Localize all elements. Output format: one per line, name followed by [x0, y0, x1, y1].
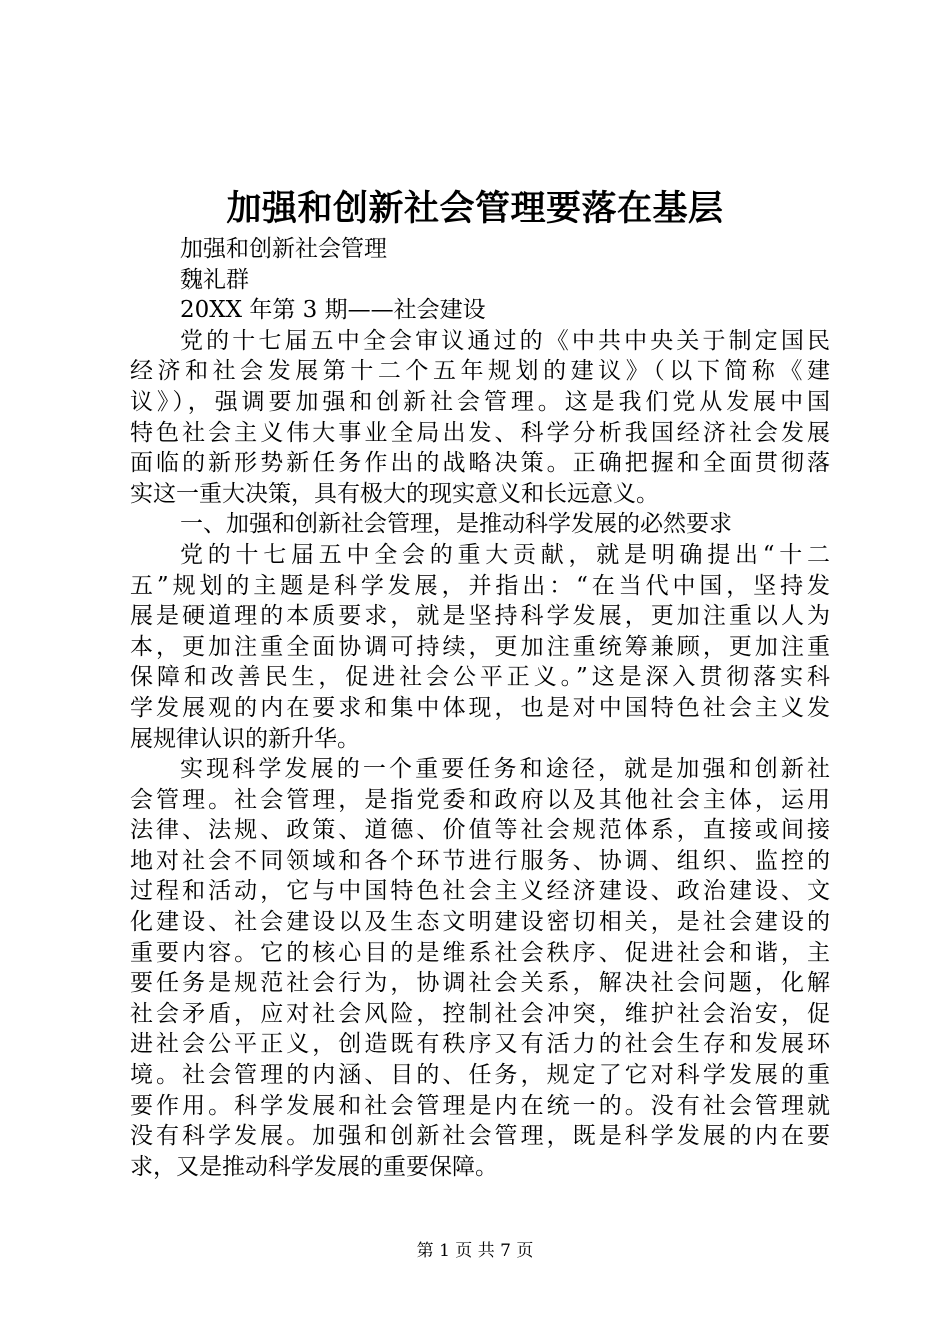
- text-line: 社会矛盾，应对社会风险，控制社会冲突，维护社会治安，促: [130, 1000, 830, 1027]
- text-line: 保障和改善民生，促进社会公平正义。”这是深入贯彻落实科: [130, 664, 830, 691]
- paragraph-social-management: [130, 754, 830, 1182]
- text-line: 过程和活动，它与中国特色社会主义经济建设、政治建设、文: [130, 878, 830, 905]
- text-line: 展是硬道理的本质要求，就是坚持科学发展，更加注重以人为: [130, 603, 830, 630]
- text-line: 本，更加注重全面协调可持续，更加注重统筹兼顾，更加注重: [130, 633, 830, 660]
- heading-line: 一、加强和创新社会管理，是推动科学发展的必然要求: [180, 511, 732, 538]
- text-line: 经济和社会发展第十二个五年规划的建议》（以下简称《建: [130, 358, 830, 385]
- text-line: 面临的新形势新任务作出的战略决策。正确把握和全面贯彻落: [130, 450, 830, 477]
- page-footer: 第 1 页 共 7 页: [416, 1241, 534, 1261]
- text-line: 重要内容。它的核心目的是维系社会秩序、促进社会和谐，主: [130, 939, 830, 966]
- text-line: 地对社会不同领域和各个环节进行服务、协调、组织、监控的: [130, 847, 830, 874]
- text-line: 法律、法规、政策、道德、价值等社会规范体系，直接或间接: [130, 817, 830, 844]
- text-line: 五”规划的主题是科学发展，并指出：“在当代中国，坚持发: [130, 572, 830, 599]
- document-body: [130, 234, 830, 1182]
- text-line: 要任务是规范社会行为，协调社会关系，解决社会问题，化解: [130, 970, 830, 997]
- text-line: 特色社会主义伟大事业全局出发、科学分析我国经济社会发展: [130, 419, 830, 446]
- text-line: 没有科学发展。加强和创新社会管理，既是科学发展的内在要: [130, 1123, 830, 1150]
- document-title: 加强和创新社会管理要落在基层: [226, 188, 724, 229]
- text-line: 党的十七届五中全会审议通过的《中共中央关于制定国民: [180, 327, 830, 354]
- paragraph-intro: [130, 326, 830, 510]
- section-heading: [130, 509, 830, 540]
- text-line: 议》），强调要加强和创新社会管理。这是我们党从发展中国: [130, 388, 830, 415]
- subtitle-line: 加强和创新社会管理: [180, 236, 387, 262]
- text-line: 实这一重大决策，具有极大的现实意义和长远意义。: [130, 480, 659, 507]
- text-line: 学发展观的内在要求和集中体现，也是对中国特色社会主义发: [130, 694, 830, 721]
- author-line: 魏礼群: [180, 266, 249, 293]
- text-line: 求，又是推动科学发展的重要保障。: [130, 1153, 498, 1180]
- text-line: 要作用。科学发展和社会管理是内在统一的。没有社会管理就: [130, 1092, 830, 1119]
- source-line: 20XX 年第 3 期——社会建设: [180, 297, 486, 324]
- text-line: 展规律认识的新升华。: [130, 725, 360, 752]
- text-line: 境。社会管理的内涵、目的、任务，规定了它对科学发展的重: [130, 1062, 830, 1089]
- text-line: 实现科学发展的一个重要任务和途径，就是加强和创新社: [180, 756, 830, 783]
- paragraph-congress: [130, 540, 830, 754]
- text-line: 化建设、社会建设以及生态文明建设密切相关，是社会建设的: [130, 909, 830, 936]
- text-line: 进社会公平正义，创造既有秩序又有活力的社会生存和发展环: [130, 1031, 830, 1058]
- text-line: 党的十七届五中全会的重大贡献，就是明确提出“十二: [180, 541, 830, 568]
- text-line: 会管理。社会管理，是指党委和政府以及其他社会主体，运用: [130, 786, 830, 813]
